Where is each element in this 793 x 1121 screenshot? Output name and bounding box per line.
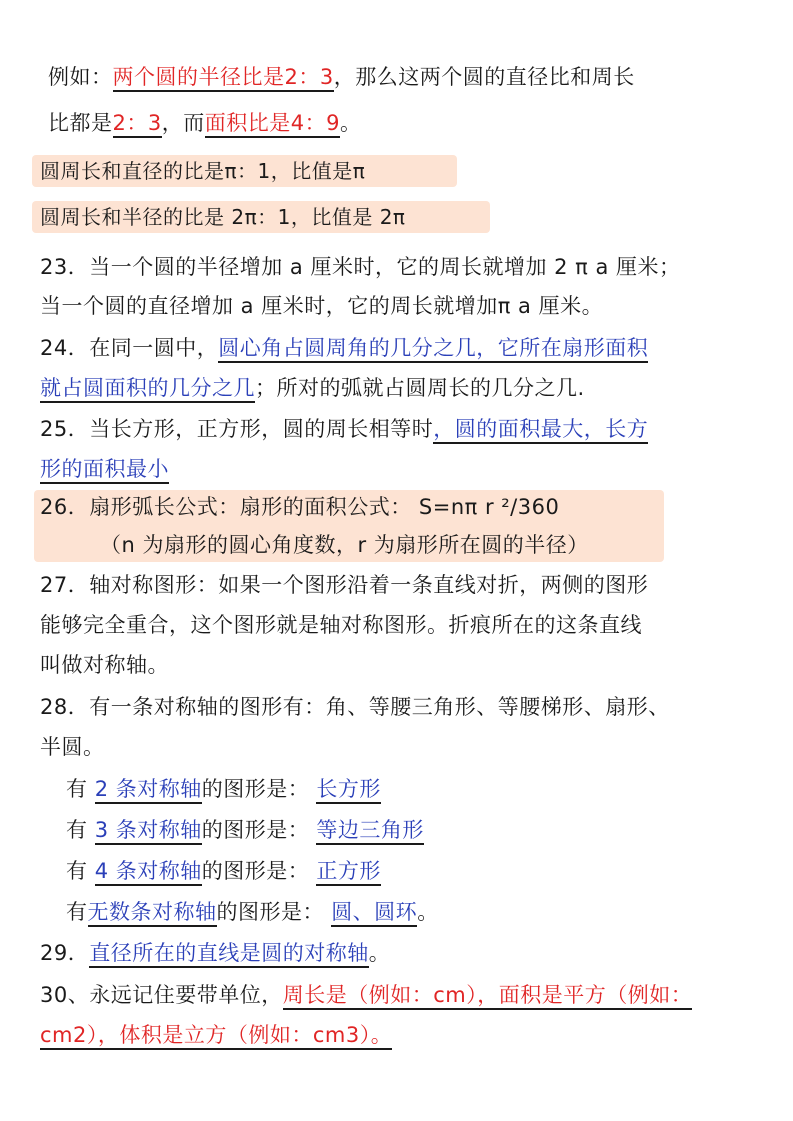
text: 的图形是： [201, 777, 310, 801]
text: 有 [66, 900, 88, 924]
text: 。 [368, 941, 391, 965]
text: 30、永远记住要带单位， [40, 983, 283, 1007]
item-29 [40, 938, 390, 968]
item-28-line-1: 28．有一条对称轴的图形有：角、等腰三角形、等腰梯形、扇形、 [40, 695, 670, 719]
symmetry-row [66, 856, 381, 886]
underlined-blue-text: 直径所在的直线是圆的对称轴 [89, 941, 369, 968]
underlined-blue-text: 圆、圆环 [331, 900, 417, 927]
text: 有 [66, 818, 95, 842]
underlined-red-text: 两个圆的半径比是2：3 [113, 65, 334, 92]
example-line-2 [48, 108, 361, 138]
item-24-line-2 [40, 373, 585, 403]
highlight-text-1: 圆周长和直径的比是π：1，比值是π [40, 159, 366, 183]
text: 25．当长方形，正方形，圆的周长相等时 [40, 417, 434, 441]
item-23-line-1: 23．当一个圆的半径增加 a 厘米时，它的周长就增加 2 π a 厘米； [40, 255, 681, 279]
underlined-red-text: 面积比是4：9 [205, 111, 340, 138]
text: 的图形是： [201, 859, 310, 883]
text: 的图形是： [216, 900, 324, 924]
underlined-red-text: 2：3 [113, 111, 162, 138]
text: 29． [40, 941, 90, 965]
item-28-line-2: 半圆。 [40, 735, 105, 759]
text: 。 [339, 111, 362, 135]
text: 有 [66, 777, 95, 801]
underlined-blue-text: 4 条对称轴 [95, 859, 202, 886]
text: 例如： [48, 65, 113, 89]
text: 比都是 [48, 111, 113, 135]
item-25-line-1 [40, 414, 648, 444]
symmetry-row [66, 815, 424, 845]
text: 有 [66, 859, 95, 883]
text: ；所对的弧就占圆周长的几分之几. [255, 376, 585, 400]
item-23-line-2: 当一个圆的直径增加 a 厘米时，它的周长就增加π a 厘米。 [40, 294, 604, 318]
underlined-red-text: 周长是（例如：cm），面积是平方（例如： [283, 983, 693, 1010]
text: 24．在同一圆中， [40, 336, 219, 360]
item-26-line-1: 26．扇形弧长公式：扇形的面积公式： S=nπ r ²/360 [40, 495, 560, 519]
item-30-line-1 [40, 980, 692, 1010]
item-26-line-2: （n 为扇形的圆心角度数，r 为扇形所在圆的半径） [100, 533, 589, 557]
underlined-blue-text: 无数条对称轴 [88, 900, 217, 927]
text: 。 [417, 900, 439, 924]
underlined-blue-text: 正方形 [316, 859, 381, 886]
item-27-line-1: 27．轴对称图形：如果一个图形沿着一条直线对折，两侧的图形 [40, 573, 649, 597]
underlined-blue-text: 长方形 [316, 777, 381, 804]
item-25-line-2 [40, 454, 169, 484]
highlight-text-2: 圆周长和半径的比是 2π：1，比值是 2π [40, 205, 406, 229]
underlined-blue-text: ，圆的面积最大，长方 [433, 417, 648, 444]
underlined-blue-text: 2 条对称轴 [95, 777, 202, 804]
underlined-red-text: cm2），体积是立方（例如：cm3）。 [40, 1023, 392, 1050]
example-line-1 [48, 62, 635, 92]
item-24-line-1 [40, 333, 648, 363]
underlined-blue-text: 就占圆面积的几分之几 [40, 376, 255, 403]
text: ，而 [161, 111, 205, 135]
text: ，那么这两个圆的直径比和周长 [333, 65, 635, 89]
item-27-line-2: 能够完全重合，这个图形就是轴对称图形。折痕所在的这条直线 [40, 613, 642, 637]
symmetry-row [66, 897, 439, 927]
underlined-blue-text: 3 条对称轴 [95, 818, 202, 845]
underlined-blue-text: 等边三角形 [316, 818, 424, 845]
item-27-line-3: 叫做对称轴。 [40, 653, 169, 677]
symmetry-row [66, 774, 381, 804]
underlined-blue-text: 圆心角占圆周角的几分之几，它所在扇形面积 [218, 336, 648, 363]
text: 的图形是： [201, 818, 310, 842]
underlined-blue-text: 形的面积最小 [40, 457, 169, 484]
item-30-line-2 [40, 1020, 392, 1050]
